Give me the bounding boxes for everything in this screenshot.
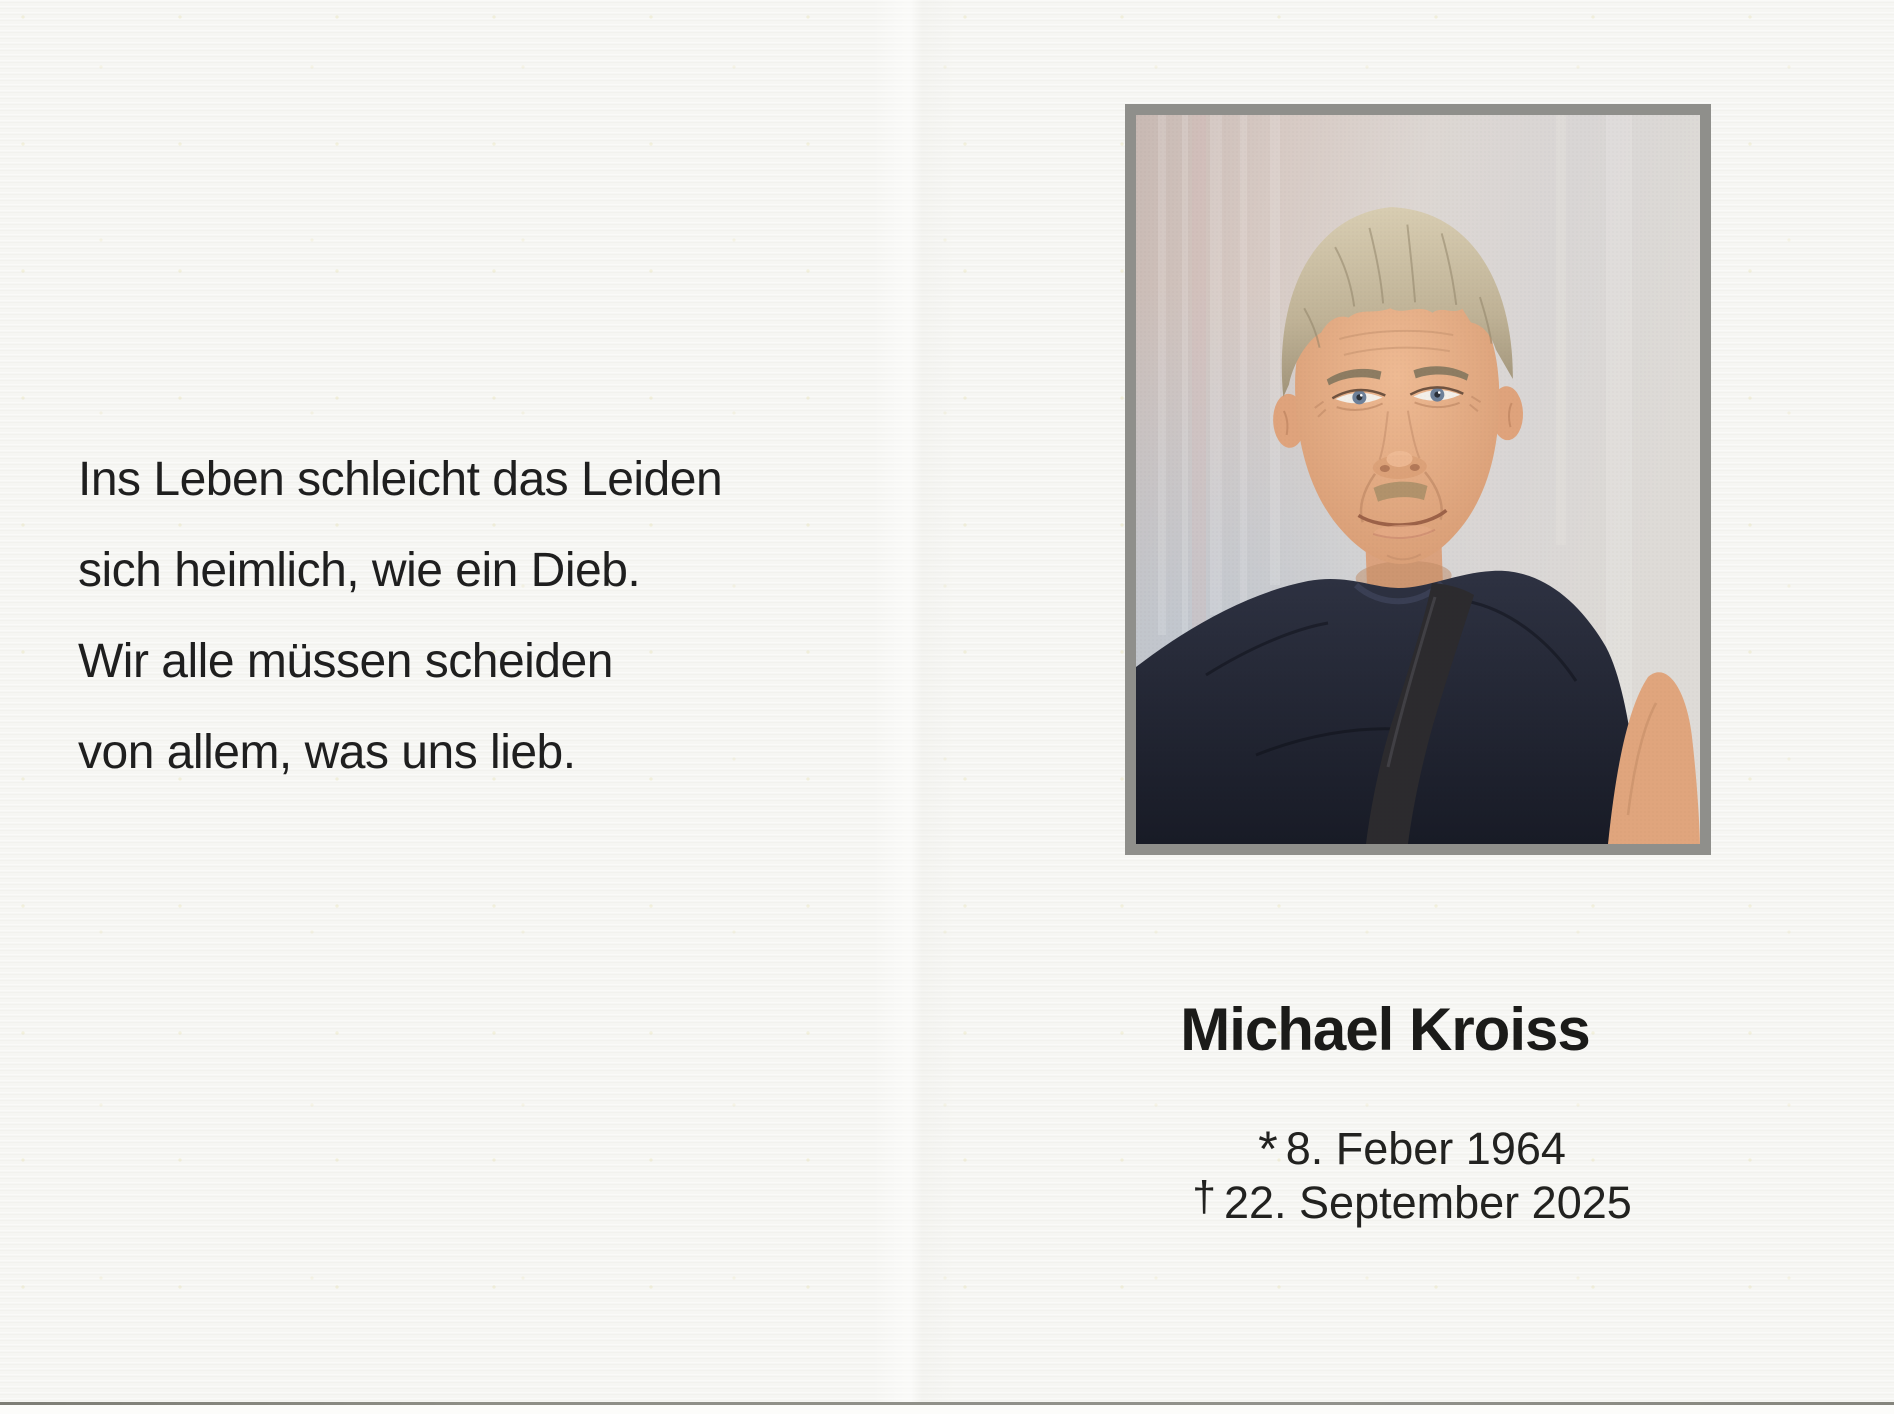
poem-line: Wir alle müssen scheiden	[78, 635, 613, 688]
poem-text	[78, 434, 722, 798]
card-fold-highlight	[872, 0, 956, 1414]
birth-date: 8. Feber 1964	[1285, 1123, 1566, 1174]
life-dates	[1127, 1120, 1697, 1231]
death-date: 22. September 2025	[1223, 1177, 1632, 1228]
scan-bottom-margin	[0, 1405, 1894, 1414]
death-date-line	[1127, 1173, 1697, 1231]
portrait-photo	[1136, 115, 1700, 844]
poem-line: von allem, was uns lieb.	[78, 726, 576, 779]
poem-line: sich heimlich, wie ein Dieb.	[78, 544, 641, 597]
deceased-name: Michael Kroiss	[1180, 996, 1590, 1063]
birth-date-line	[1127, 1120, 1697, 1176]
poem-line: Ins Leben schleicht das Leiden	[78, 453, 723, 506]
dagger-icon: †	[1192, 1173, 1216, 1221]
born-asterisk-icon: *	[1258, 1120, 1278, 1177]
portrait-frame	[1125, 104, 1711, 855]
photo-grain-overlay	[1136, 115, 1700, 844]
